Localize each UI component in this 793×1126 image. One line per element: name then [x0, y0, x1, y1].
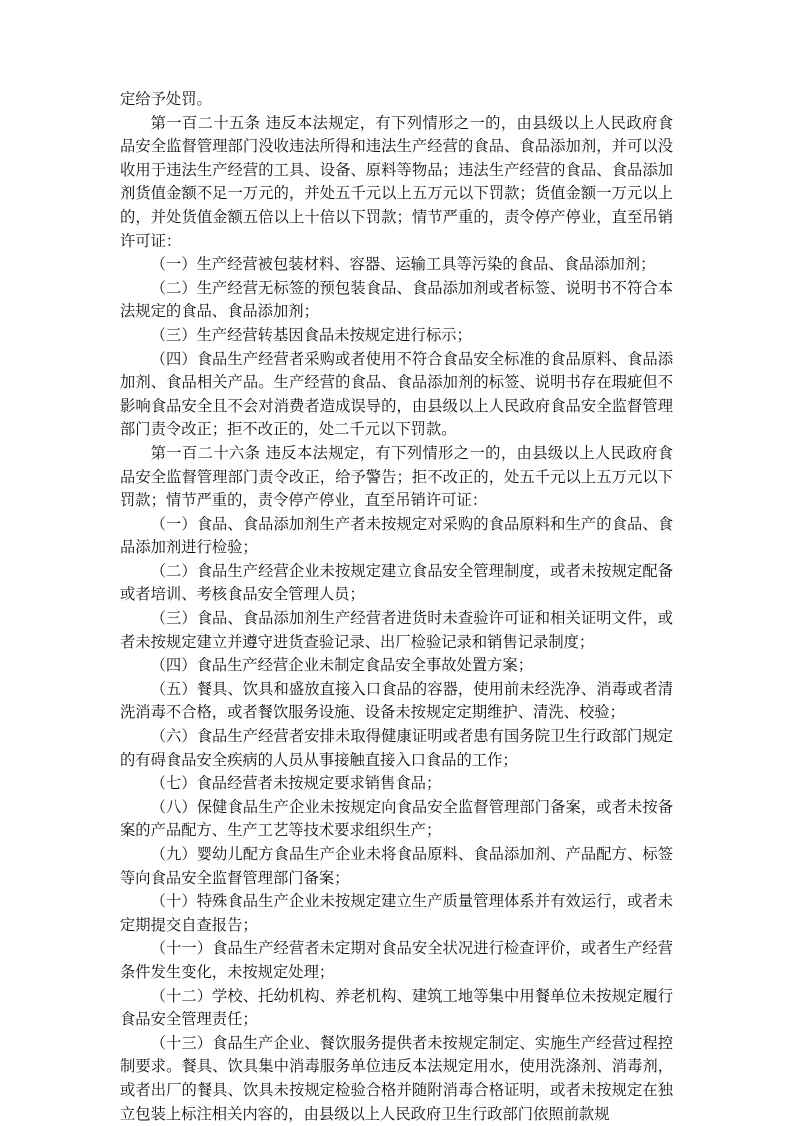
paragraph-continuation: 定给予处罚。: [120, 90, 212, 108]
article-126-item-9: （九）婴幼儿配方食品生产企业未将食品原料、食品添加剂、产品配方、标签等向食品安全监督管理部门备案；: [120, 845, 673, 887]
document-page: [120, 88, 673, 1126]
article-126-item-4: （四）食品生产经营企业未制定食品安全事故处置方案；: [150, 656, 534, 675]
article-126-item-5: （五）餐具、饮具和盛放直接入口食品的容器，使用前未经洗净、消毒或者清洗消毒不合格，或者餐饮服务设施、设备未按规定定期维护、清洗、校验；: [120, 679, 673, 722]
article-125-item-3: （三）生产经营转基因食品未按规定进行标示；: [150, 325, 472, 344]
article-126: 第一百二十六条 违反本法规定，有下列情形之一的，由县级以上人民政府食品安全监督管理部门责令改正，给予警告；拒不改正的，处五千元以上五万元以下罚款；情节严重的，责令停产停业，直至吊销许可证：: [120, 443, 673, 510]
article-126-item-7: （七）食品经营者未按规定要求销售食品；: [150, 774, 442, 793]
article-126-item-6: （六）食品生产经营者安排未取得健康证明或者患有国务院卫生行政部门规定的有碍食品安全疾病的人员从事接触直接入口食品的工作；: [120, 727, 673, 769]
article-126-item-3: （三）食品、食品添加剂生产经营者进货时未查验许可证和相关证明文件，或者未按规定建立并遵守进货查验记录、出厂检验记录和销售记录制度；: [120, 609, 673, 651]
article-126-item-1: （一）食品、食品添加剂生产者未按规定对采购的食品原料和生产的食品、食品添加剂进行检验；: [120, 514, 673, 557]
article-126-item-12: （十二）学校、托幼机构、养老机构、建筑工地等集中用餐单位未按规定履行食品安全管理责任；: [120, 986, 673, 1029]
article-126-item-10: （十）特殊食品生产企业未按规定建立生产质量管理体系并有效运行，或者未定期提交自查报告；: [120, 892, 673, 934]
article-125-item-1: （一）生产经营被包装材料、容器、运输工具等污染的食品、食品添加剂；: [150, 255, 656, 274]
article-126-item-11: （十一）食品生产经营者未定期对食品安全状况进行检查评价，或者生产经营条件发生变化，未按规定处理；: [120, 939, 673, 981]
article-126-item-13: （十三）食品生产企业、餐饮服务提供者未按规定制定、实施生产经营过程控制要求。餐具、饮具集中消毒服务单位违反本法规定用水，使用洗涤剂、消毒剂，或者出厂的餐具、饮具未按规定检验合格并随附消毒合格证明，或者未按规定在独立包装上标注相关内容的，由县级以上人民政府卫生行政部门依照前款规: [120, 1033, 673, 1123]
article-125: 第一百二十五条 违反本法规定，有下列情形之一的，由县级以上人民政府食品安全监督管理部门没收违法所得和违法生产经营的食品、食品添加剂，并可以没收用于违法生产经营的工具、设备、原料等物品；违法生产经营的食品、食品添加剂货值金额不足一万元的，并处五千元以上五万元以下罚款；货值金额一万元以上的，并处货值金额五倍以上十倍以下罚款；情节严重的，责令停产停业，直至吊销许可证：: [120, 113, 673, 250]
article-126-item-2: （二）食品生产经营企业未按规定建立食品安全管理制度，或者未按规定配备或者培训、考核食品安全管理人员；: [120, 561, 673, 604]
article-126-item-8: （八）保健食品生产企业未按规定向食品安全监督管理部门备案，或者未按备案的产品配方、生产工艺等技术要求组织生产；: [120, 797, 673, 840]
article-125-item-2: （二）生产经营无标签的预包装食品、食品添加剂或者标签、说明书不符合本法规定的食品、食品添加剂；: [120, 278, 673, 321]
article-125-item-4: （四）食品生产经营者采购或者使用不符合食品安全标准的食品原料、食品添加剂、食品相关产品。生产经营的食品、食品添加剂的标签、说明书存在瑕疵但不影响食品安全且不会对消费者造成误导的，由县级以上人民政府食品安全监督管理部门责令改正；拒不改正的，处二千元以下罚款。: [120, 349, 673, 439]
